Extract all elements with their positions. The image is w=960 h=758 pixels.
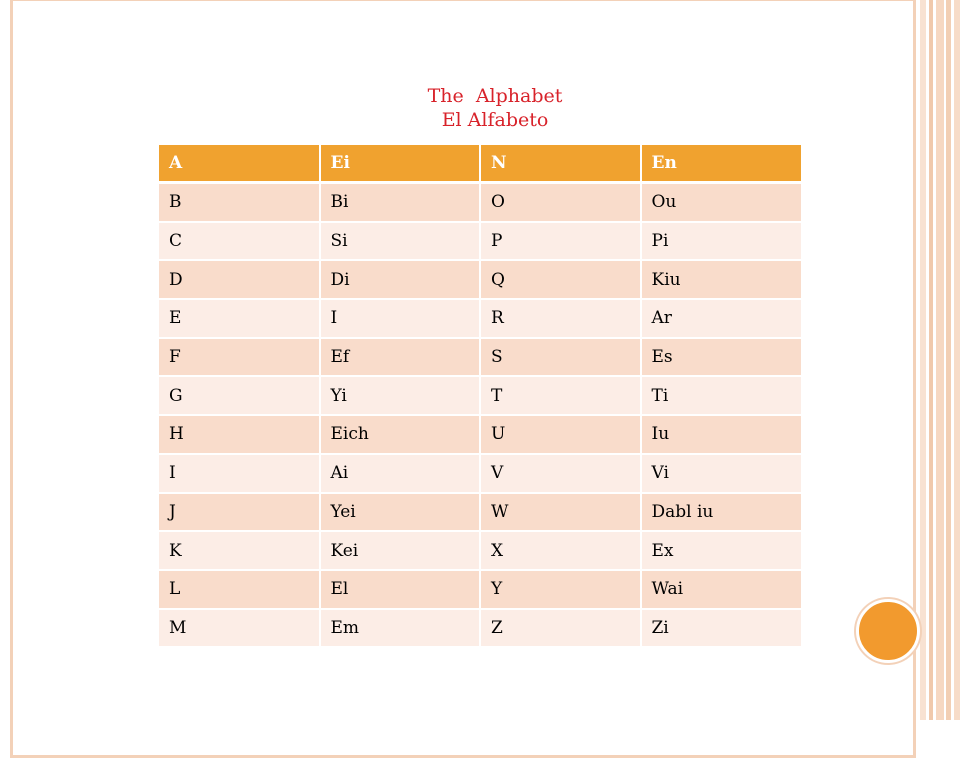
table-cell: I xyxy=(320,299,481,338)
table-cell: H xyxy=(159,415,320,454)
table-cell: J xyxy=(159,493,320,532)
header-row xyxy=(159,145,801,183)
table-cell: Ar xyxy=(641,299,802,338)
table-cell: X xyxy=(480,531,641,570)
table-row xyxy=(159,531,801,570)
table-cell: Ou xyxy=(641,183,802,222)
table-cell: Ti xyxy=(641,376,802,415)
table-row xyxy=(159,609,801,648)
table-row xyxy=(159,454,801,493)
table-cell: Yei xyxy=(320,493,481,532)
table-cell: Em xyxy=(320,609,481,648)
table-row xyxy=(159,376,801,415)
column-header: En xyxy=(641,145,802,183)
table-body xyxy=(159,183,801,648)
slide-title xyxy=(0,84,960,132)
table-cell: K xyxy=(159,531,320,570)
table-cell: Eich xyxy=(320,415,481,454)
table-row xyxy=(159,222,801,261)
table-row xyxy=(159,415,801,454)
table-cell: E xyxy=(159,299,320,338)
table-row xyxy=(159,493,801,532)
table-cell: O xyxy=(480,183,641,222)
table-cell: L xyxy=(159,570,320,609)
table-cell: Zi xyxy=(641,609,802,648)
table-cell: Ai xyxy=(320,454,481,493)
table-cell: Bi xyxy=(320,183,481,222)
table-cell: Ex xyxy=(641,531,802,570)
table-header xyxy=(159,145,801,183)
table-cell: I xyxy=(159,454,320,493)
table-cell: Yi xyxy=(320,376,481,415)
table-cell: W xyxy=(480,493,641,532)
table-cell: Di xyxy=(320,260,481,299)
table-cell: B xyxy=(159,183,320,222)
table-cell: D xyxy=(159,260,320,299)
column-header: N xyxy=(480,145,641,183)
table-row xyxy=(159,260,801,299)
table-cell: U xyxy=(480,415,641,454)
table-cell: F xyxy=(159,338,320,377)
alphabet-table xyxy=(159,145,801,648)
table-cell: S xyxy=(480,338,641,377)
table-cell: Kei xyxy=(320,531,481,570)
table-cell: Vi xyxy=(641,454,802,493)
table-cell: C xyxy=(159,222,320,261)
table-cell: Pi xyxy=(641,222,802,261)
table-cell: R xyxy=(480,299,641,338)
column-header: Ei xyxy=(320,145,481,183)
table-cell: Iu xyxy=(641,415,802,454)
table-row xyxy=(159,338,801,377)
table-row xyxy=(159,183,801,222)
table-cell: Dabl iu xyxy=(641,493,802,532)
table-row xyxy=(159,570,801,609)
column-header: A xyxy=(159,145,320,183)
table-cell: Z xyxy=(480,609,641,648)
table-cell: G xyxy=(159,376,320,415)
table-cell: Wai xyxy=(641,570,802,609)
table-cell: Ef xyxy=(320,338,481,377)
table-cell: T xyxy=(480,376,641,415)
table-cell: Si xyxy=(320,222,481,261)
title-spanish: El Alfabeto xyxy=(441,109,549,131)
table-cell: P xyxy=(480,222,641,261)
table-cell: V xyxy=(480,454,641,493)
table-row xyxy=(159,299,801,338)
title-english: The Alphabet xyxy=(427,85,563,107)
decorative-circle xyxy=(856,599,920,663)
table-cell: Es xyxy=(641,338,802,377)
table-cell: M xyxy=(159,609,320,648)
table-cell: El xyxy=(320,570,481,609)
table-cell: Kiu xyxy=(641,260,802,299)
table-cell: Q xyxy=(480,260,641,299)
table-cell: Y xyxy=(480,570,641,609)
